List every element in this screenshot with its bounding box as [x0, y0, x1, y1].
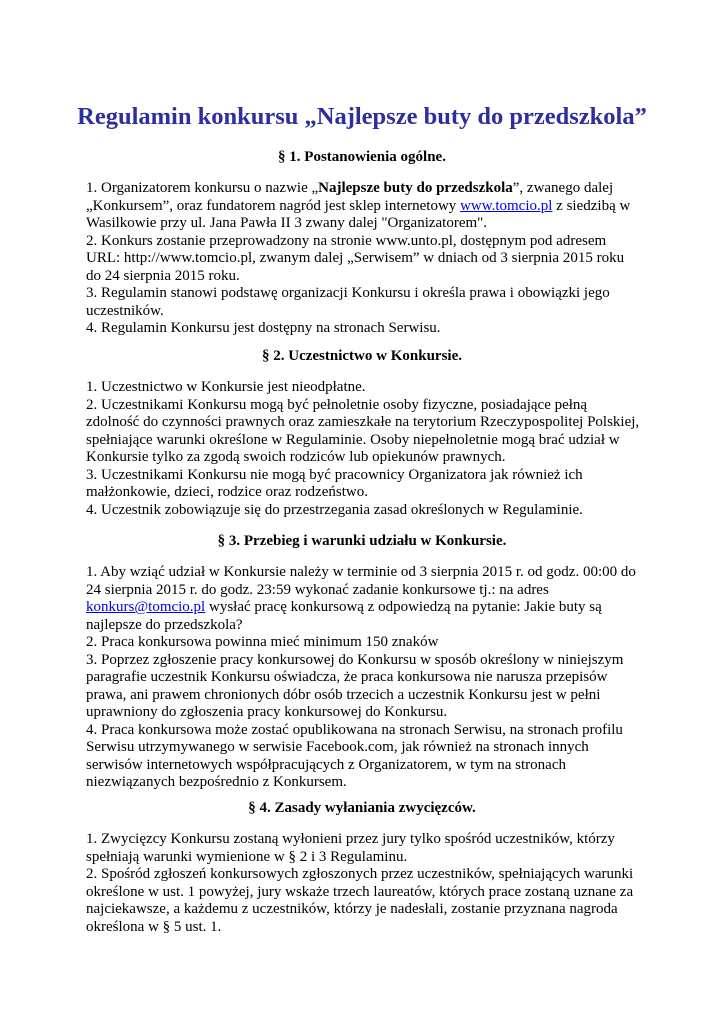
s3-paragraph-1 — [86, 564, 642, 634]
contest-name: Najlepsze buty do przedszkola — [318, 180, 513, 196]
s3-p1-text-a: 1. Aby wziąć udział w Konkursie należy w terminie od 3 sierpnia 2015 r. od godz. 00:00 do 24 sierpnia 2015 r. do godz. 23:59 wykonać zadanie konkursowe tj.: na adres — [86, 564, 636, 598]
tomcio-site-link[interactable]: www.tomcio.pl — [460, 197, 553, 214]
s3-paragraph-4: 4. Praca konkursowa może zostać opublikowana na stronach Serwisu, na stronach profilu Serwisu utrzymywanego w serwisie Facebook.com, jak również na stronach innych serwisów internetowych współpracujących z Organizatorem, w tym na stronach niezwiązanych bezpośrednio z Konkursem. — [86, 721, 623, 790]
document-title: Regulamin konkursu „Najlepsze buty do przedszkola” — [77, 103, 647, 130]
section-1-heading: § 1. Postanowienia ogólne. — [278, 149, 446, 165]
section-3-body — [86, 564, 642, 792]
section-4-heading: § 4. Zasady wyłaniania zwycięzców. — [248, 800, 476, 816]
section-4-body — [86, 831, 642, 936]
s3-p1-text-b: wysłać pracę konkursową z odpowiedzą na pytanie: Jakie buty są najlepsze do przedszkola? — [86, 599, 602, 633]
section-2-body — [86, 379, 642, 519]
s2-paragraph-2: 2. Uczestnikami Konkursu mogą być pełnoletnie osoby fizyczne, posiadające pełną zdolność do czynności prawnych oraz zamieszkałe na terytorium Rzeczypospolitej Polskiej, spełniające warunki określone w Regulaminie. Osoby niepełnoletnie mogą brać udział w Konkursie tylko za zgodą swoich rodziców lub opiekunów prawnych. — [86, 396, 640, 465]
s2-paragraph-3: 3. Uczestnikami Konkursu nie mogą być pracownicy Organizatora jak również ich małżonkowie, dzieci, rodzice oraz rodzeństwo. — [86, 466, 583, 500]
s1-p1-text-c: z siedzibą w Wasilkowie przy ul. Jana Pawła II 3 zwany dalej "Organizatorem". — [86, 197, 631, 231]
section-1-body — [86, 180, 642, 338]
s1-p1-text-a: 1. Organizatorem konkursu o nazwie „ — [86, 180, 319, 196]
s1-paragraph-3: 3. Regulamin stanowi podstawę organizacji Konkursu i określa prawa i obowiązki jego uczestników. — [86, 285, 610, 319]
section-3-heading: § 3. Przebieg i warunki udziału w Konkursie. — [217, 533, 507, 549]
contest-email-link[interactable]: konkurs@tomcio.pl — [86, 599, 206, 615]
s2-paragraph-1: 1. Uczestnictwo w Konkursie jest nieodpłatne. — [86, 379, 366, 395]
s2-paragraph-4: 4. Uczestnik zobowiązuje się do przestrzegania zasad określonych w Regulaminie. — [86, 501, 583, 518]
s1-paragraph-4: 4. Regulamin Konkursu jest dostępny na stronach Serwisu. — [86, 320, 441, 336]
section-2-heading: § 2. Uczestnictwo w Konkursie. — [262, 348, 462, 364]
s4-paragraph-2: 2. Spośród zgłoszeń konkursowych zgłoszonych przez uczestników, spełniających warunki określone w ust. 1 powyżej, jury wskaże trzech laureatów, których prace zostaną uznane za najciekawsze, a każdemu z uczestników, którzy je nadesłali, zostanie przyznana nagroda określona w § 5 ust. 1. — [86, 866, 634, 935]
s1-paragraph-2: 2. Konkurs zostanie przeprowadzony na stronie www.unto.pl, dostępnym pod adresem URL: http://www.tomcio.pl, zwanym dalej „Serwisem” w dniach od 3 sierpnia 2015 roku do 24 sierpnia 2015 roku. — [86, 232, 625, 284]
s1-p1-text-b: ”, zwanego dalej „Konkursem”, oraz fundatorem nagród jest sklep internetowy — [86, 180, 614, 214]
s1-paragraph-1 — [86, 180, 642, 233]
s3-paragraph-2: 2. Praca konkursowa powinna mieć minimum 150 znaków — [86, 634, 439, 650]
s3-paragraph-3: 3. Poprzez zgłoszenie pracy konkursowej do Konkursu w sposób określony w niniejszym paragrafie uczestnik Konkursu oświadcza, że praca konkursowa nie narusza przepisów prawa, ani prawem chronionych dóbr osób trzecich a uczestnik Konkursu jest w pełni uprawniony do zgłoszenia pracy konkursowej do Konkursu. — [86, 651, 624, 720]
s4-paragraph-1: 1. Zwycięzcy Konkursu zostaną wyłonieni przez jury tylko spośród uczestników, którzy spełniają warunki wymienione w § 2 i 3 Regulaminu. — [86, 831, 615, 865]
